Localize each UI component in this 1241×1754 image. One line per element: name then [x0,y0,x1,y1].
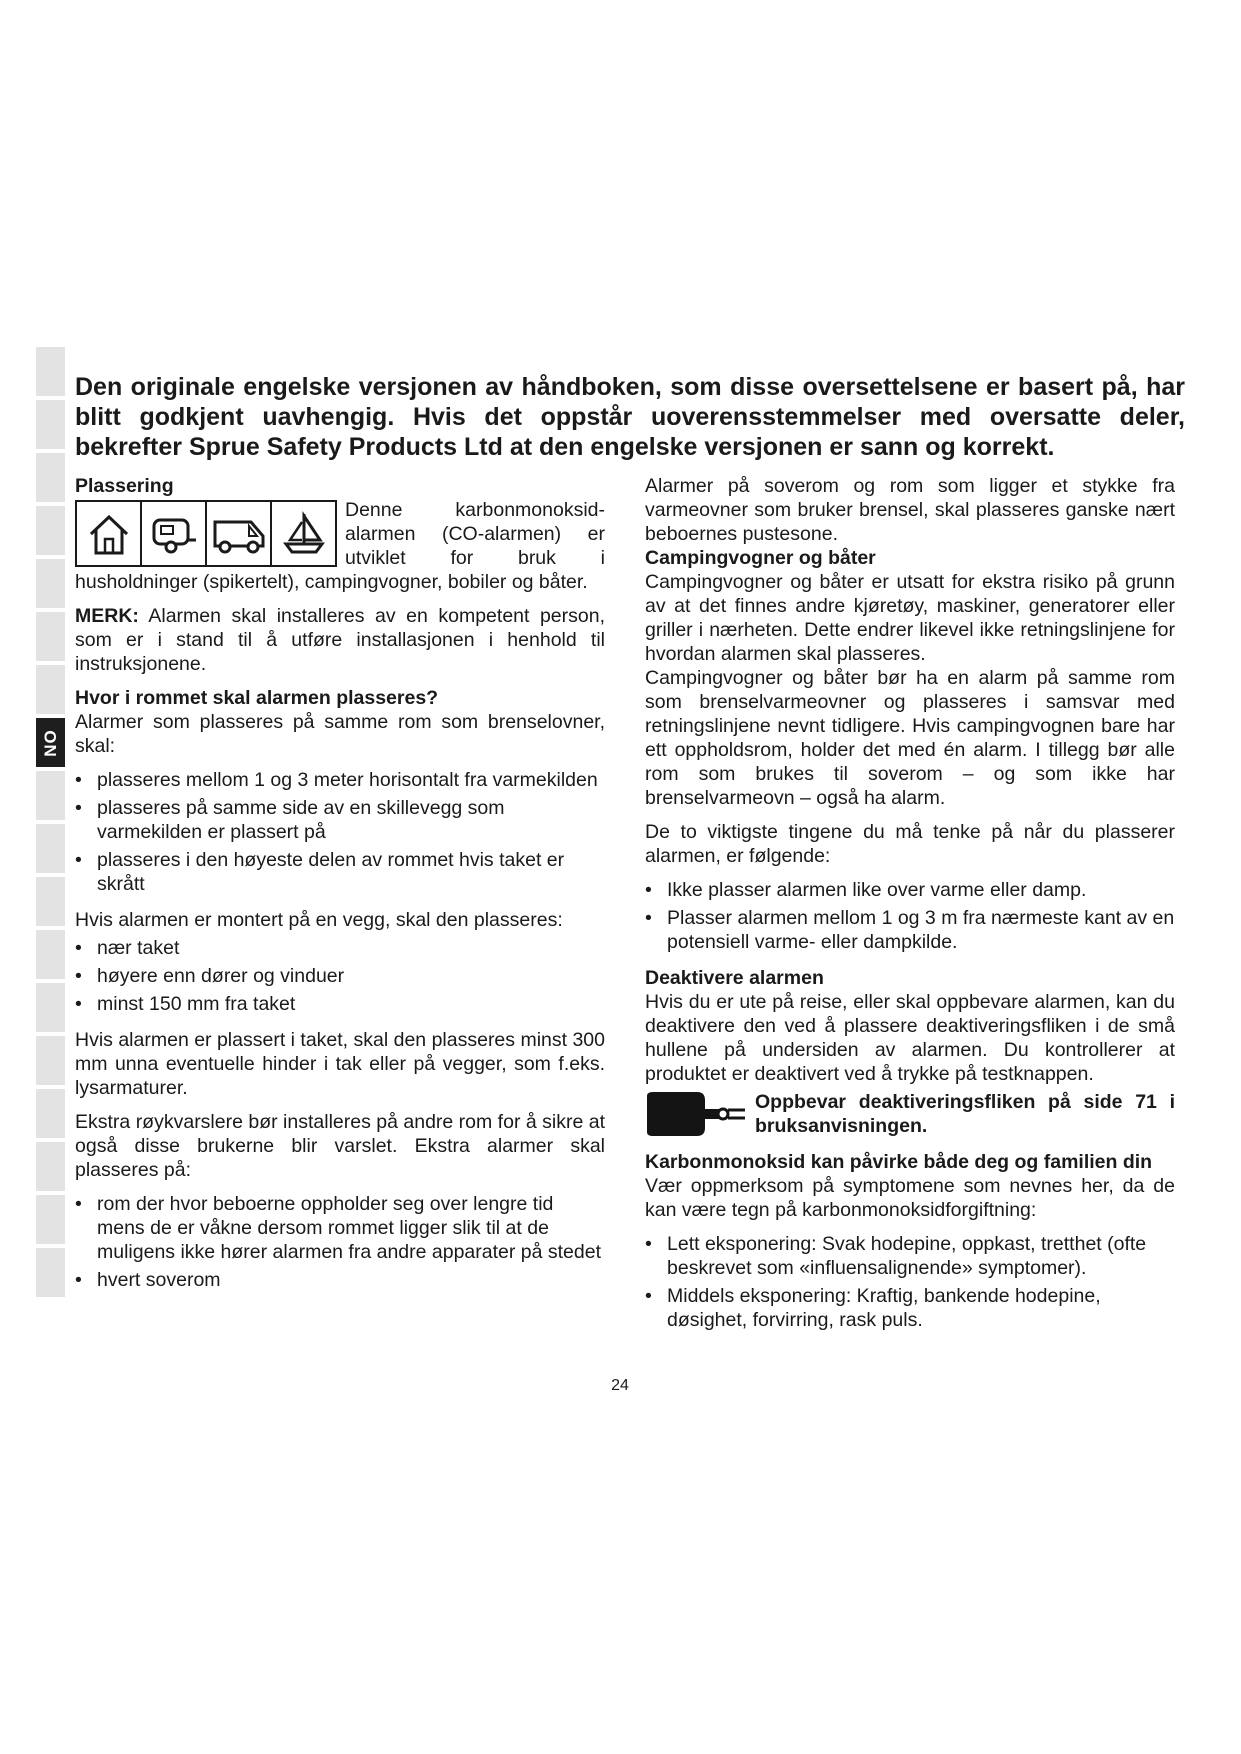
side-tab [36,453,65,502]
list-item: • minst 150 mm fra taket [75,993,296,1015]
camping-text-1: Campingvogner og båter er utsatt for ekstra risiko på grunn av at det finnes andre kjøretøy, maskiner, generatorer eller griller i nærheten. Dette endrer likevel ikke retningslinjene for hvordan alarmen skal plasseres. [645,571,1175,665]
note-paragraph [75,604,605,676]
list-item-text: minst 150 mm fra taket [97,993,296,1015]
ceiling-text: Hvis alarmen er plassert i taket, skal den plasseres minst 300 mm unna eventuelle hinder i tak eller på vegger, som f.eks. lysarmaturer. [75,1029,605,1099]
deactivate-text: Hvis du er ute på reise, eller skal oppbevare alarmen, kan du deaktivere den ved å plassere deaktiveringsfliken i de små hullene på undersiden av alarmen. Du kontrollerer at produktet er deaktivert ved å trykke på testknappen. [645,991,1175,1085]
where-heading: Hvor i rommet skal alarmen plasseres? [75,687,439,709]
note-text: Alarmen skal installeres av en kompetent person, som er i stand til å utføre installasjonen i henhold til instruksjonene. [75,605,605,675]
placement-text: Denne karbonmonoksid-alarmen (CO-alarmen) er utviklet for bruk i husholdninger (spikertelt), campingvogner, bobiler og båter. [75,499,605,593]
extra-list [75,1192,605,1292]
caravan-icon [142,502,207,565]
list-item: • plasseres i den høyeste delen av rommet hvis taket er skrått [75,849,565,895]
note-label: MERK: [75,605,139,627]
list-item: • hvert soverom [75,1269,221,1291]
usage-icons [75,500,337,567]
tab-note-text: Oppbevar deaktiveringsfliken på side 71 i bruksanvisningen. [755,1091,1175,1137]
house-icon [77,502,142,565]
co-list [645,1232,1175,1332]
list-item: • plasseres på samme side av en skillevegg som varmekilden er plassert på [75,797,505,843]
side-tab [36,1248,65,1297]
list-item-text: Lett eksponering: Svak hodepine, oppkast, tretthet (ofte beskrevet som «influensalignende» symptomer). [667,1233,1147,1279]
side-tab [36,347,65,396]
list-item: • Lett eksponering: Svak hodepine, oppkast, tretthet (ofte beskrevet som «influensalignende» symptomer). [645,1233,1147,1279]
left-column [75,474,605,1304]
bedroom-text: Alarmer på soverom og rom som ligger et stykke fra varmeovner som bruker brensel, skal plasseres ganske nært beboernes pustesone. [645,475,1175,545]
list-item-text: plasseres i den høyeste delen av rommet hvis taket er skrått [97,849,565,895]
list-item-text: plasseres på samme side av en skillevegg som varmekilden er plassert på [97,797,505,843]
list-item-text: Middels eksponering: Kraftig, bankende hodepine, døsighet, forvirring, rask puls. [667,1285,1101,1331]
list-item-text: Plasser alarmen mellom 1 og 3 m fra nærmeste kant av en potensiell varme- eller dampkilde. [667,907,1175,953]
where-intro: Alarmer som plasseres på samme rom som brenselovner, skal: [75,711,605,757]
list-item-text: nær taket [97,937,180,959]
side-tab-no [36,718,65,767]
side-tab [36,1142,65,1191]
list-item-text: plasseres mellom 1 og 3 meter horisontalt fra varmekilden [97,769,598,791]
side-tab [36,930,65,979]
placement-block [75,498,605,604]
placement-heading: Plassering [75,475,174,497]
co-heading: Karbonmonoksid kan påvirke både deg og familien din [645,1151,1153,1173]
key-list [645,878,1175,954]
wall-list [75,936,605,1016]
list-item-text: hvert soverom [97,1269,221,1291]
intro-statement: Den originale engelske versjonen av håndboken, som disse oversettelsene er basert på, har blitt godkjent uavhengig. Hvis det oppstår uoverensstemmelser med oversatte deler, bekrefter Sprue Safety Products Ltd at den engelske versjonen er sann og korrekt. [75,373,1185,461]
list-item: • plasseres mellom 1 og 3 meter horisontalt fra varmekilden [75,769,598,791]
side-tab [36,400,65,449]
side-tab [36,559,65,608]
side-tab [36,771,65,820]
right-column [645,474,1175,1344]
deactivation-tab-icon [645,1090,747,1138]
tab-note [645,1090,1175,1138]
list-item: • Plasser alarmen mellom 1 og 3 m fra nærmeste kant av en potensiell varme- eller dampkilde. [645,907,1175,953]
side-tab [36,877,65,926]
list-item: • Middels eksponering: Kraftig, bankende hodepine, døsighet, forvirring, rask puls. [645,1285,1101,1331]
page-number: 24 [611,1377,629,1394]
side-tab [36,1036,65,1085]
side-tab [36,983,65,1032]
language-tabs [36,347,65,1301]
motorhome-icon [207,502,272,565]
side-tab [36,1089,65,1138]
key-intro: De to viktigste tingene du må tenke på når du plasserer alarmen, er følgende: [645,821,1175,867]
list-item-text: rom der hvor beboerne oppholder seg over lengre tid mens de er våkne dersom rommet ligger slik til at de muligens ikke hører alarmen fra andre apparater på stedet [97,1193,602,1263]
list-item: • rom der hvor beboerne oppholder seg over lengre tid mens de er våkne dersom rommet ligger slik til at de muligens ikke hører alarmen fra andre apparater på stedet [75,1193,602,1263]
camping-heading: Campingvogner og båter [645,547,876,569]
co-text: Vær oppmerksom på symptomene som nevnes her, da de kan være tegn på karbonmonoksidforgiftning: [645,1175,1175,1221]
list-item-text: Ikke plasser alarmen like over varme eller damp. [667,879,1087,901]
list-item: • nær taket [75,937,180,959]
side-tab [36,665,65,714]
side-tab [36,506,65,555]
extra-text: Ekstra røykvarslere bør installeres på andre rom for å sikre at også disse brukerne blir varslet. Ekstra alarmer skal plasseres på: [75,1111,605,1181]
where-list [75,768,605,896]
list-item: • Ikke plasser alarmen like over varme eller damp. [645,879,1087,901]
camping-text-2: Campingvogner og båter bør ha en alarm på samme rom som brenselvarmeovner og plasseres i samsvar med retningslinjene nevnt tidligere. Hvis campingvognen bare har ett oppholdsrom, holder det med én alarm. I tillegg bør alle rom som brukes til soverom – og som ikke har brenselvarmeovn – også ha alarm. [645,667,1175,809]
side-tab-label: NO [40,728,60,757]
side-tab [36,824,65,873]
side-tab [36,612,65,661]
list-item-text: høyere enn dører og vinduer [97,965,345,987]
sailboat-icon [272,502,335,565]
deactivate-heading: Deaktivere alarmen [645,967,824,989]
wall-intro: Hvis alarmen er montert på en vegg, skal den plasseres: [75,909,563,931]
list-item: • høyere enn dører og vinduer [75,965,345,987]
side-tab [36,1195,65,1244]
